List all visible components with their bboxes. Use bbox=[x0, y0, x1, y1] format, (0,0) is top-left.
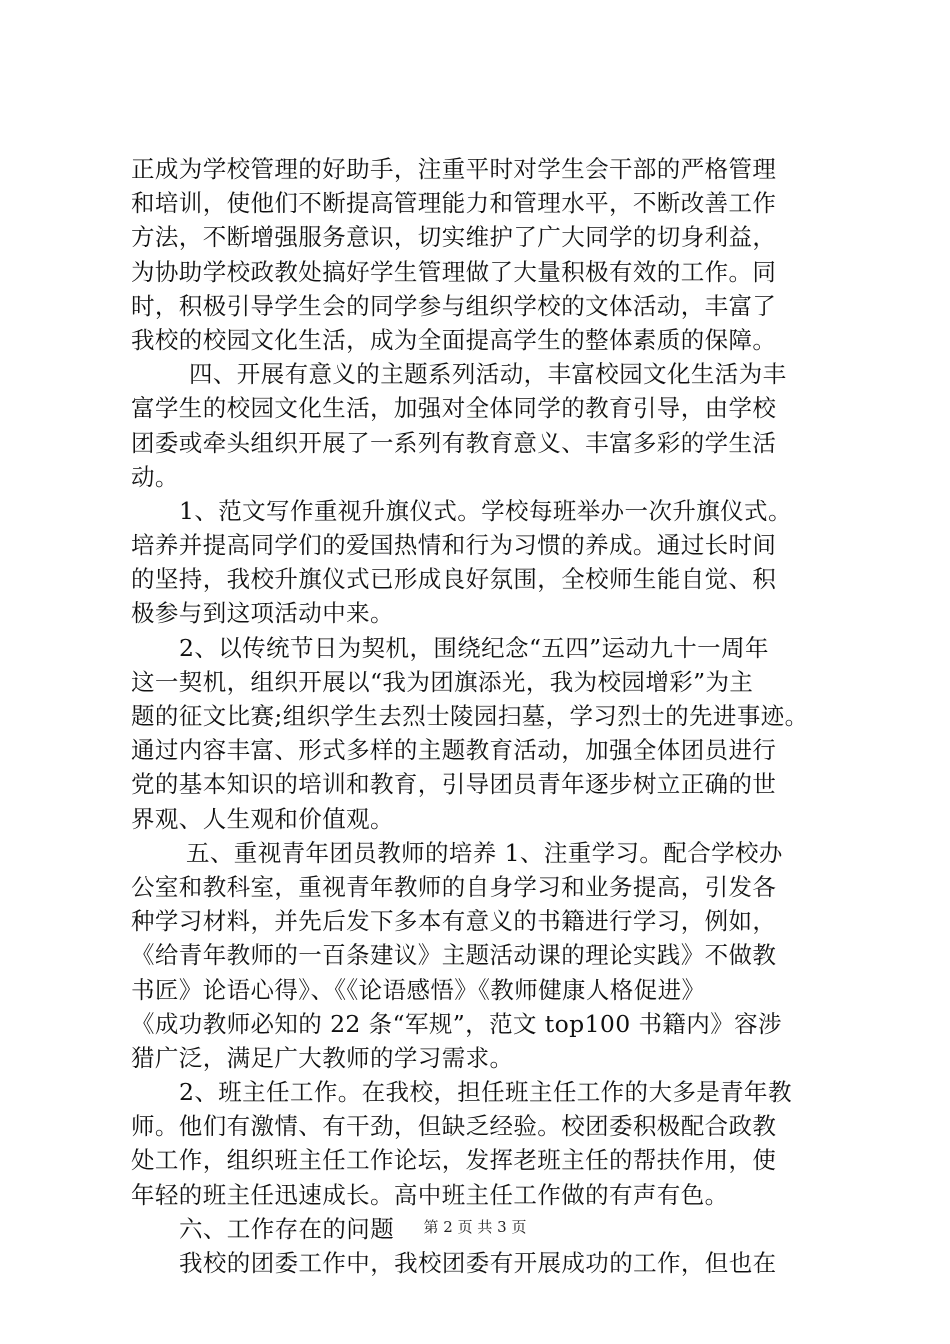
text-line: 种学习材料，并先后发下多本有意义的书籍进行学习，例如， bbox=[131, 907, 777, 936]
text-line: 《成功教师必知的 22 条“军规”，范文 top100 书籍内》容涉 bbox=[131, 1009, 782, 1038]
text-line: 书匠》论语心得》、《《论语感悟》《教师健康人格促进》 bbox=[131, 975, 706, 1004]
text-line: 的坚持，我校升旗仪式已形成良好氛围，全校师生能自觉、积 bbox=[131, 565, 777, 594]
text-line: 为协助学校政教处搞好学生管理做了大量积极有效的工作。同 bbox=[131, 257, 777, 286]
text-line: 《给青年教师的一百条建议》主题活动课的理论实践》不做教 bbox=[131, 941, 777, 970]
text-line: 四、开展有意义的主题系列活动，丰富校园文化生活为丰 bbox=[189, 360, 787, 389]
page-footer: 第 2 页 共 3 页 bbox=[423, 1218, 527, 1236]
text-line: 界观、人生观和价值观。 bbox=[131, 804, 394, 833]
text-line: 党的基本知识的培训和教育，引导团员青年逐步树立正确的世 bbox=[131, 770, 777, 799]
document-body bbox=[131, 152, 856, 1280]
text-line: 2、班主任工作。在我校，担任班主任工作的大多是青年教 bbox=[179, 1078, 792, 1107]
text-line: 团委或牵头组织开展了一系列有教育意义、丰富多彩的学生活 bbox=[131, 428, 777, 457]
text-line: 处工作，组织班主任工作论坛，发挥老班主任的帮扶作用，使 bbox=[131, 1146, 777, 1175]
text-line: 培养并提高同学们的爱国热情和行为习惯的养成。通过长时间 bbox=[131, 531, 777, 560]
text-line: 富学生的校园文化生活，加强对全体同学的教育引导，由学校 bbox=[131, 394, 777, 423]
text-line: 六、工作存在的问题 bbox=[179, 1214, 395, 1243]
text-line: 时，积极引导学生会的同学参与组织学校的文体活动，丰富了 bbox=[131, 291, 777, 320]
text-line: 公室和教科室，重视青年教师的自身学习和业务提高，引发各 bbox=[131, 872, 777, 901]
text-line: 极参与到这项活动中来。 bbox=[131, 599, 394, 628]
text-line: 和培训，使他们不断提高管理能力和管理水平，不断改善工作 bbox=[131, 189, 777, 218]
text-line: 师。他们有激情、有干劲，但缺乏经验。校团委积极配合政教 bbox=[131, 1112, 777, 1141]
text-line: 正成为学校管理的好助手，注重平时对学生会干部的严格管理 bbox=[131, 155, 777, 183]
text-line: 五、重视青年团员教师的培养 1、注重学习。配合学校办 bbox=[186, 838, 783, 867]
text-line: 2、以传统节日为契机，围绕纪念“五四”运动九十一周年 bbox=[179, 633, 769, 662]
text-line: 方法，不断增强服务意识，切实维护了广大同学的切身利益， bbox=[131, 223, 777, 252]
text-line: 这一契机，组织开展以“我为团旗添光，我为校园增彩”为主 bbox=[131, 667, 754, 696]
text-line: 动。 bbox=[131, 462, 179, 491]
text-line: 年轻的班主任迅速成长。高中班主任工作做的有声有色。 bbox=[131, 1180, 729, 1209]
text-line: 我校的校园文化生活，成为全面提高学生的整体素质的保障。 bbox=[131, 325, 777, 354]
text-line: 猎广泛，满足广大教师的学习需求。 bbox=[131, 1043, 514, 1072]
text-line: 题的征文比赛;组织学生去烈士陵园扫墓，学习烈士的先进事迹。 bbox=[131, 702, 809, 730]
text-line: 1、范文写作重视升旗仪式。学校每班举办一次升旗仪式。 bbox=[179, 496, 792, 525]
text-line: 我校的团委工作中，我校团委有开展成功的工作，但也在 bbox=[179, 1249, 777, 1277]
text-line: 通过内容丰富、形式多样的主题教育活动，加强全体团员进行 bbox=[131, 736, 777, 765]
